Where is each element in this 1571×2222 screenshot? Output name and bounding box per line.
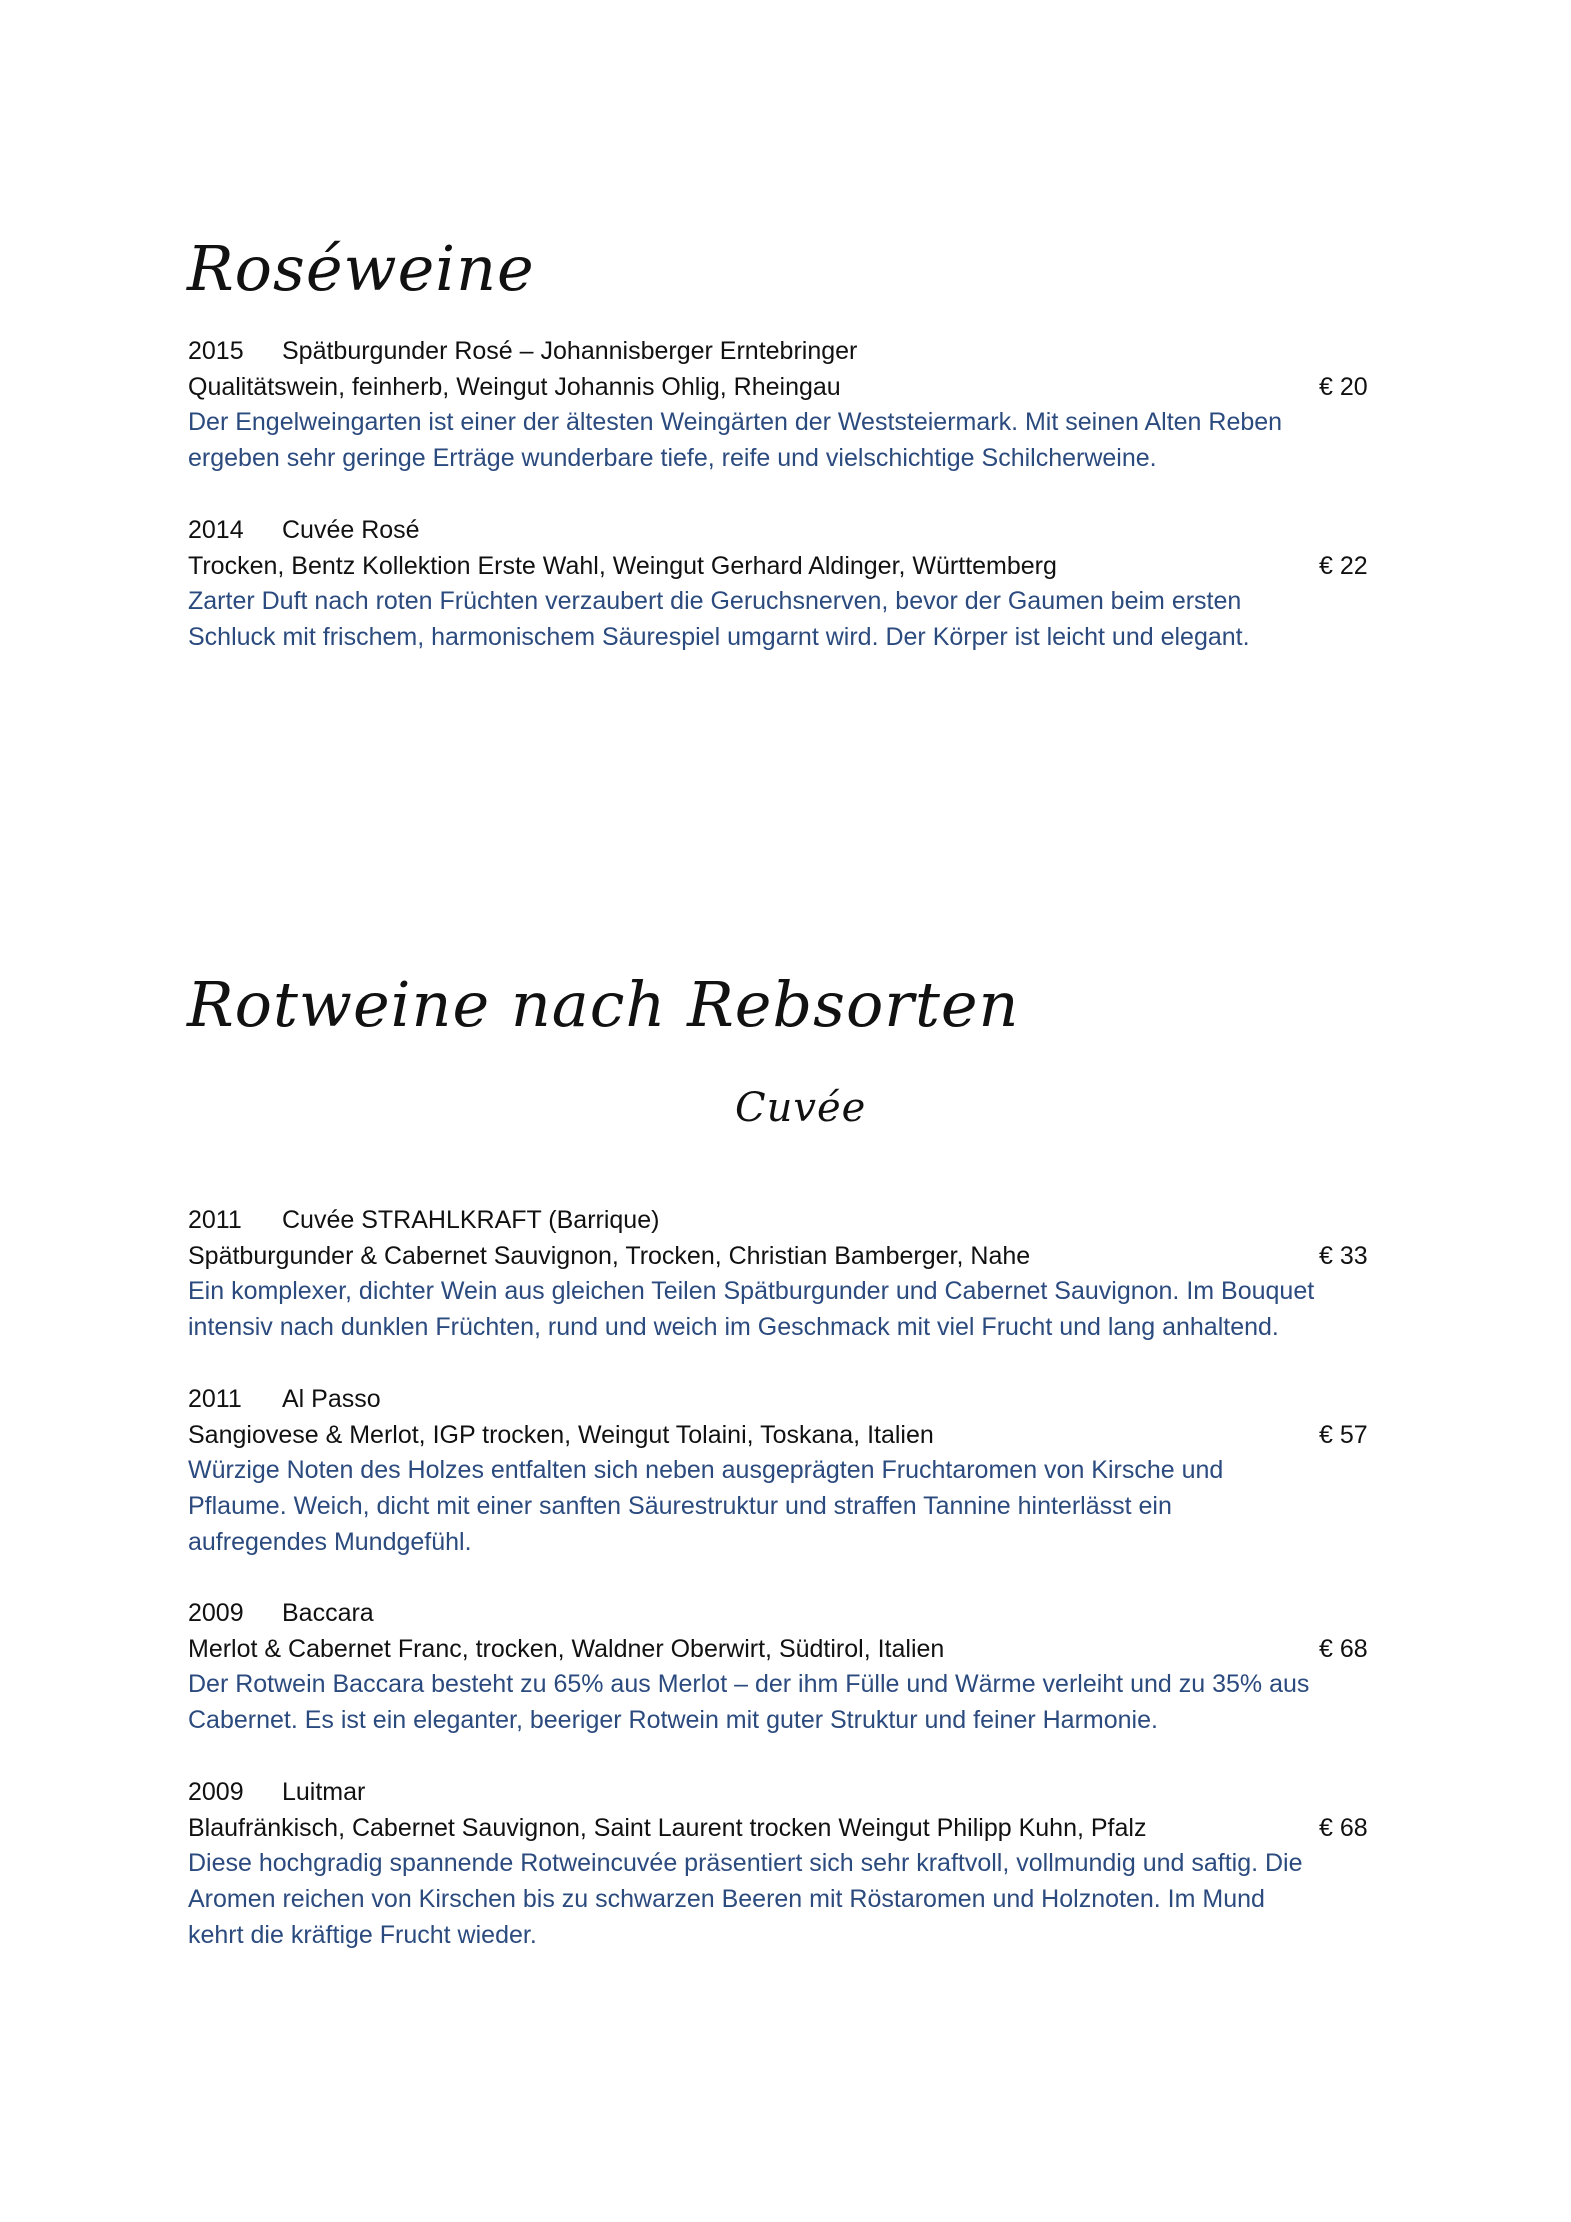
wine-description-line: kehrt die kräftige Frucht wieder. xyxy=(188,1920,537,1949)
wine-details: Merlot & Cabernet Franc, trocken, Waldner Oberwirt, Südtirol, Italien xyxy=(188,1634,945,1663)
wine-details: Trocken, Bentz Kollektion Erste Wahl, Weingut Gerhard Aldinger, Württemberg xyxy=(188,551,1057,580)
wine-price: € 57 xyxy=(1319,1420,1368,1449)
wine-details: Qualitätswein, feinherb, Weingut Johannis Ohlig, Rheingau xyxy=(188,372,841,401)
wine-title-line xyxy=(188,1382,1398,1418)
wine-details-line xyxy=(188,1239,1398,1275)
wine-price: € 22 xyxy=(1319,551,1368,580)
wine-description-line: Zarter Duft nach roten Früchten verzaubert die Geruchsnerven, bevor der Gaumen beim ersten xyxy=(188,587,1242,616)
wine-details-line xyxy=(188,1811,1398,1847)
wine-description-line: Ein komplexer, dichter Wein aus gleichen Teilen Spätburgunder und Cabernet Sauvignon. Im Bouquet xyxy=(188,1277,1315,1306)
wine-details-line xyxy=(188,549,1398,585)
wine-description-line: ergeben sehr geringe Erträge wunderbare tiefe, reife und vielschichtige Schilcherweine. xyxy=(188,444,1157,473)
wine-year: 2015 xyxy=(188,337,244,365)
wine-year: 2011 xyxy=(188,1385,242,1413)
wine-year: 2009 xyxy=(188,1599,244,1627)
wine-description-line: Aromen reichen von Kirschen bis zu schwarzen Beeren mit Röstaromen und Holznoten. Im Mund xyxy=(188,1885,1265,1914)
wine-title-line xyxy=(188,1775,1398,1811)
wine-title-line xyxy=(188,513,1398,549)
wine-name: Spätburgunder Rosé – Johannisberger Erntebringer xyxy=(282,337,858,365)
wine-title-line xyxy=(188,1596,1398,1632)
wine-year: 2014 xyxy=(188,516,244,544)
wine-details-line xyxy=(188,370,1398,406)
wine-entry xyxy=(188,1775,1398,1953)
wine-description-line: aufregendes Mundgefühl. xyxy=(188,1527,472,1556)
wine-year: 2011 xyxy=(188,1206,242,1234)
wine-title-line xyxy=(188,1203,1398,1239)
wine-name: Cuvée Rosé xyxy=(282,516,420,544)
wine-details-line xyxy=(188,1632,1398,1668)
wine-details: Sangiovese & Merlot, IGP trocken, Weingut Tolaini, Toskana, Italien xyxy=(188,1420,934,1449)
wine-entry xyxy=(188,513,1398,656)
wine-price: € 68 xyxy=(1319,1813,1368,1842)
wine-description-line: Diese hochgradig spannende Rotweincuvée präsentiert sich sehr kraftvoll, vollmundig und saftig. Die xyxy=(188,1849,1303,1878)
wine-price: € 20 xyxy=(1319,372,1368,401)
wine-description-line: Schluck mit frischem, harmonischem Säurespiel umgarnt wird. Der Körper ist leicht und elegant. xyxy=(188,623,1250,652)
wine-price: € 68 xyxy=(1319,1634,1368,1663)
wine-details: Spätburgunder & Cabernet Sauvignon, Trocken, Christian Bamberger, Nahe xyxy=(188,1241,1031,1270)
wine-entry xyxy=(188,1203,1398,1346)
wine-entry xyxy=(188,1596,1398,1739)
red-wines-heading: Rotweine nach Rebsorten xyxy=(187,968,1020,1041)
wine-description-line: intensiv nach dunklen Früchten, rund und weich im Geschmack mit viel Frucht und lang anhaltend. xyxy=(188,1313,1279,1342)
wine-name: Baccara xyxy=(282,1599,374,1627)
wine-name: Cuvée STRAHLKRAFT (Barrique) xyxy=(282,1206,660,1234)
rose-wines-heading: Roséweine xyxy=(187,232,535,305)
wine-description-line: Pflaume. Weich, dicht mit einer sanften Säurestruktur und straffen Tannine hinterlässt ein xyxy=(188,1492,1172,1521)
wine-year: 2009 xyxy=(188,1778,244,1806)
wine-description-line: Würzige Noten des Holzes entfalten sich neben ausgeprägten Fruchtaromen von Kirsche und xyxy=(188,1456,1224,1485)
cuvee-subheading: Cuvée xyxy=(735,1085,867,1131)
wine-details-line xyxy=(188,1418,1398,1454)
wine-name: Luitmar xyxy=(282,1778,366,1806)
wine-description-line: Der Rotwein Baccara besteht zu 65% aus Merlot – der ihm Fülle und Wärme verleiht und zu 35% aus xyxy=(188,1670,1310,1699)
wine-title-line xyxy=(188,334,1398,370)
wine-entry xyxy=(188,1382,1398,1560)
wine-entry xyxy=(188,334,1398,477)
wine-description-line: Der Engelweingarten ist einer der ältesten Weingärten der Weststeiermark. Mit seinen Alten Reben xyxy=(188,408,1283,437)
wine-details: Blaufränkisch, Cabernet Sauvignon, Saint Laurent trocken Weingut Philipp Kuhn, Pfalz xyxy=(188,1813,1147,1842)
wine-description-line: Cabernet. Es ist ein eleganter, beeriger Rotwein mit guter Struktur und feiner Harmonie. xyxy=(188,1706,1158,1735)
wine-name: Al Passo xyxy=(282,1385,381,1413)
wine-price: € 33 xyxy=(1319,1241,1368,1270)
